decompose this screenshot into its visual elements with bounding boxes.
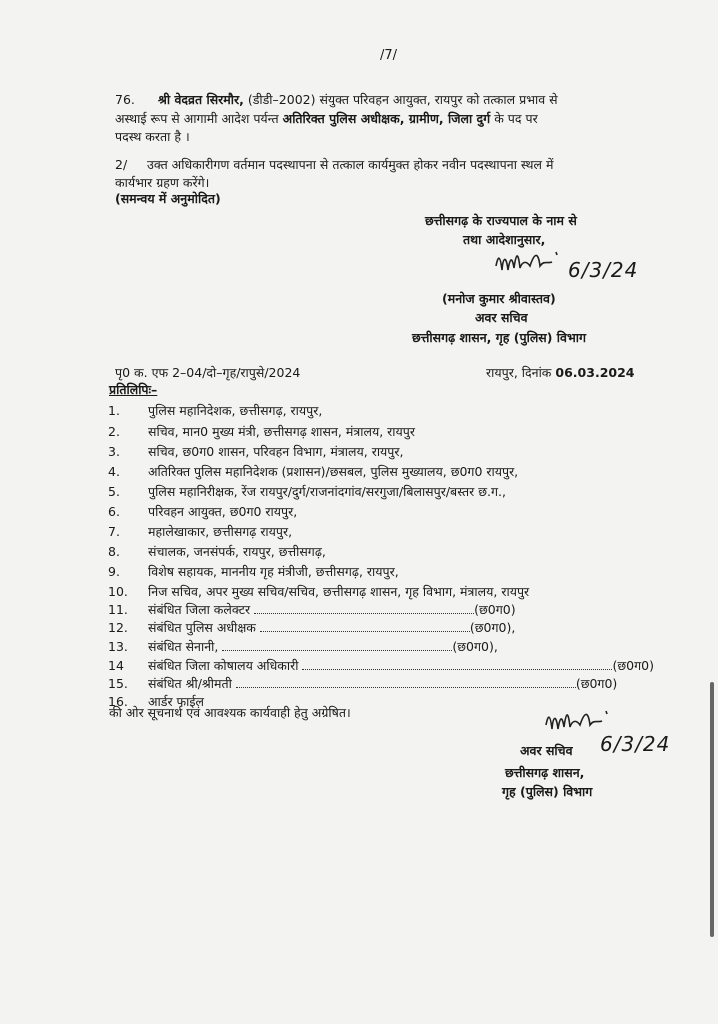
copy-item-recipient: पुलिस महानिदेशक, छत्तीसगढ़, रायपुर, <box>148 403 323 418</box>
signatory-department: छत्तीसगढ़ शासन, गृह (पुलिस) विभाग <box>412 330 587 345</box>
copy-item-recipient: परिवहन आयुक्त, छ0ग0 रायपुर, <box>148 504 298 519</box>
copy-item-recipient: सचिव, छ0ग0 शासन, परिवहन विभाग, मंत्रालय, रायपुर, <box>148 444 404 459</box>
copy-item-recipient: महालेखाकार, छत्तीसगढ़ रायपुर, <box>148 524 293 539</box>
copy-item-text <box>148 483 506 501</box>
closing-department: गृह (पुलिस) विभाग <box>502 784 593 799</box>
closing-designation: अवर सचिव <box>520 743 573 758</box>
handwritten-date-1: 6/3/24 <box>568 258 639 282</box>
copy-item-suffix: (छ0ग0) <box>575 676 618 691</box>
signatory-name: (मनोज कुमार श्रीवास्तव) <box>442 291 556 306</box>
copy-item-recipient: संचालक, जनसंपर्क, रायपुर, छत्तीसगढ़, <box>148 544 326 559</box>
para2-line1: 2/ उक्त अधिकारीगण वर्तमान पदस्थापना से तत्काल कार्यमुक्त होकर नवीन पदस्थापना स्थल में <box>115 157 554 172</box>
copy-item-text <box>148 423 415 441</box>
copy-item-number: 4. <box>108 464 120 479</box>
copy-item-text <box>148 402 322 420</box>
copy-item-number: 15. <box>108 676 128 691</box>
fill-in-blank <box>222 638 452 651</box>
memo-reference: पृ0 क. एफ 2–04/दो–गृह/रापुसे/2024 <box>115 365 301 380</box>
scrollbar[interactable] <box>710 682 714 937</box>
copy-item-recipient: संबंधित जिला कोषालय अधिकारी <box>148 658 299 673</box>
copy-item-suffix: (छ0ग0) <box>474 602 516 617</box>
copy-item-recipient: अतिरिक्त पुलिस महानिदेशक (प्रशासन)/छसबल, पुलिस मुख्यालय, छ0ग0 रायपुर, <box>148 464 519 479</box>
copy-item-number: 12. <box>108 620 128 635</box>
place-date-label: रायपुर, दिनांक <box>486 365 552 380</box>
fill-in-blank <box>236 675 576 688</box>
memo-place-date <box>486 364 634 382</box>
copy-item-recipient: विशेष सहायक, माननीय गृह मंत्रीजी, छत्तीसगढ़, रायपुर, <box>148 564 399 579</box>
copy-item-text <box>148 601 516 619</box>
copy-item-number: 7. <box>108 524 120 539</box>
copy-item-text <box>148 563 399 581</box>
copy-item-recipient: संबंधित सेनानी, <box>148 639 219 654</box>
para76-line3: पदस्थ करता है । <box>115 129 190 144</box>
copy-item-recipient: संबंधित जिला कलेक्टर <box>148 602 251 617</box>
para76-number: 76. <box>115 92 135 107</box>
copy-item-text <box>148 503 297 521</box>
copy-item-recipient: आर्डर फाईल <box>148 694 205 709</box>
governor-order-line2: तथा आदेशानुसार, <box>463 232 546 247</box>
copy-item-recipient: पुलिस महानिरीक्षक, रेंज रायपुर/दुर्ग/राजनांदगांव/सरगुजा/बिलासपुर/बस्तर छ.ग., <box>148 484 506 499</box>
para76-line2-a: अस्थाई रूप से आगामी आदेश पर्यन्त <box>115 111 279 126</box>
copy-item-number: 6. <box>108 504 120 519</box>
copy-item-number: 3. <box>108 444 120 459</box>
copy-item-suffix: (छ0ग0) <box>612 658 654 673</box>
para76-line2-b: के पद पर <box>494 111 538 126</box>
copy-item-suffix: (छ0ग0), <box>469 620 516 635</box>
copy-item-number: 16. <box>108 694 128 709</box>
copy-item-text <box>148 657 654 675</box>
closing-government: छत्तीसगढ़ शासन, <box>505 765 585 780</box>
officer-name: श्री वेदव्रत सिरमौर, <box>158 92 244 107</box>
copy-item-number: 1. <box>108 403 120 418</box>
page-number: /7/ <box>380 48 398 63</box>
copy-item-number: 9. <box>108 564 120 579</box>
handwritten-date-2: 6/3/24 <box>600 732 671 756</box>
closing-line: की ओर सूचनार्थ एवं आवश्यक कार्यवाही हेतु अग्रेषित। <box>109 705 351 720</box>
copy-item-number: 2. <box>108 424 120 439</box>
copy-item-recipient: संबंधित श्री/श्रीमती <box>148 676 232 691</box>
approval-note: (समन्वय में अनुमोदित) <box>115 191 221 206</box>
copy-item-text <box>148 443 404 461</box>
copy-item-suffix: (छ0ग0), <box>452 639 498 654</box>
copy-item-text <box>148 619 515 637</box>
handwritten-signature-1 <box>490 244 580 284</box>
para76-line2 <box>115 110 538 128</box>
copy-item-number: 5. <box>108 484 120 499</box>
copy-item-number: 14 <box>108 658 124 673</box>
para76-line1 <box>158 91 558 109</box>
signatory-designation: अवर सचिव <box>475 310 528 325</box>
copy-item-text <box>148 638 498 656</box>
copy-item-number: 8. <box>108 544 120 559</box>
fill-in-blank <box>302 657 612 670</box>
copy-heading: प्रतिलिपिः– <box>109 382 158 397</box>
copy-item-text <box>148 523 292 541</box>
new-post: अतिरिक्त पुलिस अधीक्षक, ग्रामीण, जिला दुर्ग <box>282 111 491 126</box>
fill-in-blank <box>260 619 470 632</box>
para76-line1-text: (डीडी–2002) संयुक्त परिवहन आयुक्त, रायपुर को तत्काल प्रभाव से <box>247 92 558 107</box>
copy-item-recipient: सचिव, मान0 मुख्य मंत्री, छत्तीसगढ़ शासन, मंत्रालय, रायपुर <box>148 424 415 439</box>
para2-line2: कार्यभार ग्रहण करेंगे। <box>115 175 210 190</box>
copy-item-recipient: संबंधित पुलिस अधीक्षक <box>148 620 256 635</box>
copy-item-number: 11. <box>108 602 128 617</box>
governor-order-line1: छत्तीसगढ़ के राज्यपाल के नाम से <box>425 213 577 228</box>
copy-item-text <box>148 675 617 693</box>
copy-item-recipient: निज सचिव, अपर मुख्य सचिव/सचिव, छत्तीसगढ़ शासन, गृह विभाग, मंत्रालय, रायपुर <box>148 584 530 599</box>
copy-item-number: 13. <box>108 639 128 654</box>
copy-item-text <box>148 583 529 601</box>
copy-item-text <box>148 543 326 561</box>
copy-item-number: 10. <box>108 584 128 599</box>
copy-item-text <box>148 463 518 481</box>
fill-in-blank <box>254 601 474 614</box>
memo-date: 06.03.2024 <box>555 365 635 380</box>
